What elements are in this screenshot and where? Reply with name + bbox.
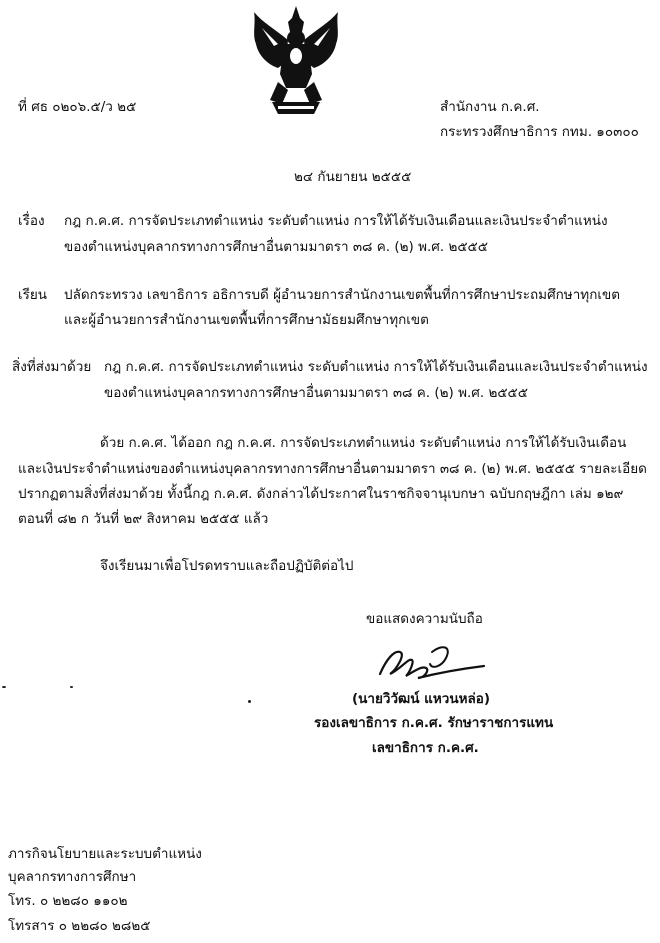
footer-fax: โทรสาร ๐ ๒๒๘๐ ๒๘๒๕ bbox=[8, 918, 151, 934]
recipient-line-1: ปลัดกระทรวง เลขาธิการ อธิการบดี ผู้อำนวยการสำนักงานเขตพื้นที่การศึกษาประถมศึกษาทุกเขต bbox=[64, 287, 620, 303]
signer-title-1: รองเลขาธิการ ก.ค.ศ. รักษาราชการแทน bbox=[314, 715, 554, 731]
footer-dept-2: บุคลากรทางการศึกษา bbox=[8, 869, 137, 885]
scan-speck bbox=[248, 700, 251, 703]
sender-address: กระทรวงศึกษาธิการ กทม. ๑๐๓๐๐ bbox=[440, 124, 639, 140]
subject-label: เรื่อง bbox=[18, 213, 45, 229]
subject-line-1: กฎ ก.ค.ศ. การจัดประเภทตำแหน่ง ระดับตำแหน่ง การให้ได้รับเงินเดือนและเงินประจำตำแหน่ง bbox=[64, 213, 608, 229]
body-line-3: ปรากฏตามสิ่งที่ส่งมาด้วย ทั้งนี้กฎ ก.ค.ศ. ดังกล่าวได้ประกาศในราชกิจจานุเบกษา ฉบับกฤษฎีกา เล่ม ๑๒๙ bbox=[18, 486, 624, 502]
body-line-4: ตอนที่ ๘๒ ก วันที่ ๒๙ สิงหาคม ๒๕๕๕ แล้ว bbox=[18, 511, 269, 527]
enclosure-line-2: ของตำแหน่งบุคลากรทางการศึกษาอื่นตามมาตรา ๓๘ ค. (๒) พ.ศ. ๒๕๕๕ bbox=[104, 385, 528, 401]
sender-office: สำนักงาน ก.ค.ศ. bbox=[440, 99, 540, 115]
body-line-1: ด้วย ก.ค.ศ. ได้ออก กฎ ก.ค.ศ. การจัดประเภทตำแหน่ง ระดับตำแหน่ง การให้ได้รับเงินเดือน bbox=[100, 435, 627, 451]
recipient-label: เรียน bbox=[18, 287, 48, 303]
footer-phone: โทร. ๐ ๒๒๘๐ ๑๑๐๒ bbox=[8, 893, 128, 909]
letter-date: ๒๔ กันยายน ๒๕๕๕ bbox=[294, 169, 412, 185]
recipient-line-2: และผู้อำนวยการสำนักงานเขตพื้นที่การศึกษามัธยมศึกษาทุกเขต bbox=[64, 312, 429, 328]
salutation: ขอแสดงความนับถือ bbox=[366, 611, 483, 627]
reference-number: ที่ ศธ ๐๒๐๖.๕/ว ๒๕ bbox=[18, 99, 137, 115]
garuda-emblem bbox=[248, 4, 344, 116]
body-line-2: และเงินประจำตำแหน่งของตำแหน่งบุคลากรทางการศึกษาอื่นตามมาตรา ๓๘ ค. (๒) พ.ศ. ๒๕๕๕ รายละเอียด bbox=[18, 461, 647, 477]
enclosure-label: สิ่งที่ส่งมาด้วย bbox=[12, 359, 92, 375]
signer-title-2: เลขาธิการ ก.ค.ศ. bbox=[372, 740, 479, 756]
scan-speck bbox=[70, 686, 73, 688]
footer-dept-1: ภารกิจนโยบายและระบบตำแหน่ง bbox=[8, 846, 202, 862]
subject-line-2: ของตำแหน่งบุคลากรทางการศึกษาอื่นตามมาตรา ๓๘ ค. (๒) พ.ศ. ๒๕๕๕ bbox=[64, 239, 488, 255]
signature-mark bbox=[372, 640, 492, 684]
scan-speck bbox=[2, 686, 6, 688]
signer-name: (นายวิวัฒน์ แหวนหล่อ) bbox=[352, 691, 491, 707]
enclosure-line-1: กฎ ก.ค.ศ. การจัดประเภทตำแหน่ง ระดับตำแหน่ง การให้ได้รับเงินเดือนและเงินประจำตำแหน่ง bbox=[104, 359, 648, 375]
closing-request: จึงเรียนมาเพื่อโปรดทราบและถือปฏิบัติต่อไป bbox=[100, 558, 354, 574]
